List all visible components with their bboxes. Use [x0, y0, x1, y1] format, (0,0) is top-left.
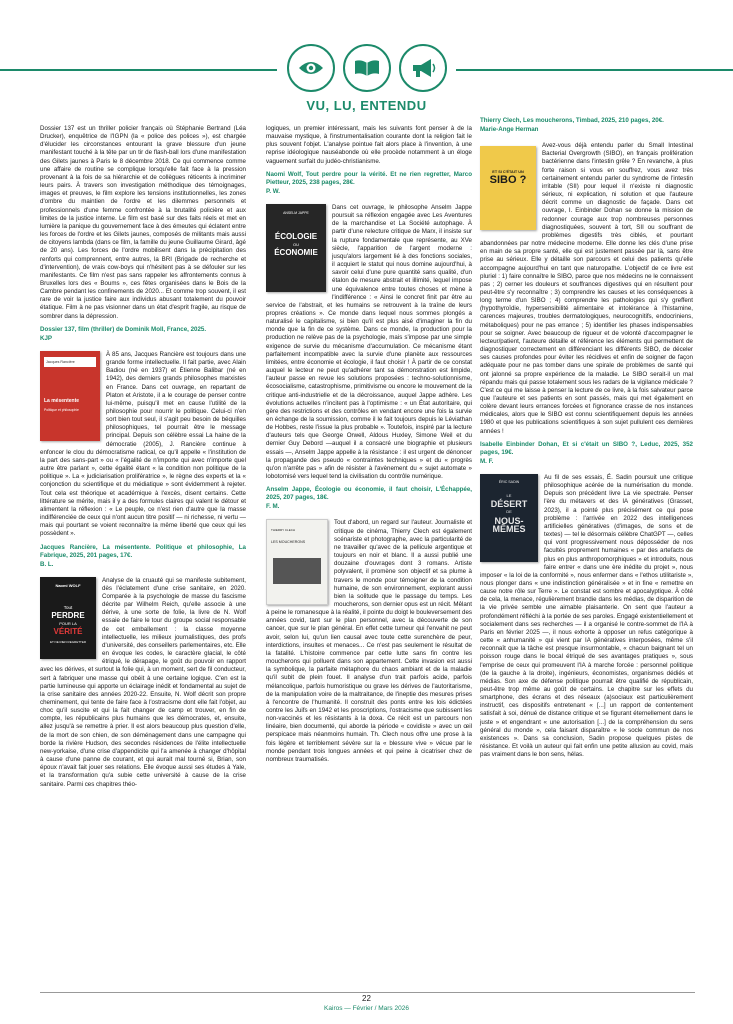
- book-title: POUR LA: [59, 621, 77, 627]
- review-text: À 85 ans, Jacques Rancière est toujours dans une grande forme intellectuelle. Il fait partie, avec Alain Badiou (né en 1937) et Étienne Balibar (né en 1942), des derniers grands philosophes marxistes en France. Dans cet ouvrage, en repartant de Platon et Aristote, il a le courage de penser contre lui-même, puisqu'il met en cause l'utilité de la philosophie pour nourrir le politique. Celui-ci n'en sort bien tout seul, il s'agit peu besoin de béquilles philosophiques, tel pourrait être le message principal. Depuis son célèbre essai La haine de la démocratie (2005), J. Rancière continue à enfoncer le clou du démocratisme radical, ce qu'il appelle « l'institution de la part des sans-part » ou « l'égalité de n'importe qui avec n'importe quel autre être parlant », cette égalité étant « la condition non politique de la politique ». La « judiciarisation prolifératrice », le règne des experts et la « conjonction du scientifique et du médiatique » sont évidemment à rejeter. Tout cela est théorique et académique à l'excès, disent certains. Cette littérature se mérite, mais il y a des formules claires qui valent le détour et alimentent la réflexion : « Le peuple, ce n'est rien d'autre que la masse indifférenciée de ceux qui n'ont aucun titre positif — ni richesse, ni vertu — mais qui pourtant se voient reconnaître la même liberté que ceux qui les possèdent ».: [40, 350, 246, 538]
- review-text: Analyse de la cruauté qui se manifeste subitement, dès l'éclatement d'une crise sanitaire, en 2020. Comparée à la psychologie de masse du fascisme décrite par Wilhelm Reich, qu'elle associe à une dérive, à une sorte de folie, la livre de N. Wolf essaie de faire le tour du groupe social responsable de cet emballement : la classe moyenne intellectuelle, les milieux journalistiques, des profs d'université, des conseillers parlementaires, etc. Elle en évoque les codes, le caractère glacial, le côté étriqué, le dérapage, le goût du pouvoir en rapport avec les dérives, et surtout la folie qui, à un moment, sert de fil conducteur, sert à fabriquer une masse qui obéit à une certaine logique. C'en est la partie lumineuse qui apporte un éclairage inédit et fondamental au sujet de la crise sanitaire des années 2020-22. Ensuite, N. Wolf décrit son propre cheminement, qui tente de faire face à l'ostracisme dont elle fait l'objet, au choc qu'il suscite et qui la fait changer de camp et trouver, en fin de compte, les républicains plus humains que les démocrates, et, ensuite, allez jusqu'à se remettre à prier. Il est alors beaucoup plus question d'elle, de la mort de son chien, de son déménagement dans une campagne qui borde la rivière Hudson, des secondes résidences de l'élite intellectuelle new-yorkaise, d'une crise d'appendicite qui l'a amenée à changer d'hôpital à cause d'une panne de courant, et qui aurait mal tourné si, Brian, son époux n'avait fait jouer ses relations. Elle évoque aussi ses études à Yale, et la transformation qu'a subie cette université à cause de la crise sanitaire. Parmi ces chapitres théo-: [40, 576, 246, 788]
- review-text: Avez-vous déjà entendu parler du Small Intestinal Bacterial Overgrowth (SIBO), en français prolifération bactérienne dans l'intestin grêle ? En revanche, à plus forte raison si vous en souffrez, vous avez très certainement entendu parler du syndrome de l'intestin irritable (SII) pour lequel il n'existe ni diagnostic sérieux, ni explication, ni solution et que l'auteure décrit comme un diagnostic de façade. Dans cet ouvrage, I. Einbinder Dohan se donne la mission de redonner courage aux trop nombreuses personnes diagnostiquées, souvent à tort, SII ou souffrant de problèmes digestifs très ciblés, et pourtant abandonnées par notre médecine moderne. Elle donne les clés d'une prise en main de sa propre santé, elle qui est justement passée par là, sans être prise au sérieux. Elle y détaille son parcours et celui des patients qu'elle accompagne aujourd'hui en tant que naturopathe. L'objectif de ce livre est pluriel : 1) faire connaître le SIBO, parce que nos médecins ne le connaissent pas ; 2) cerner les douleurs et souffrances digestives qui en résultent pour peut-être s'y reconnaître ; 3) comprendre les causes et les conséquences à long terme d'un SIBO ; 4) comprendre les pathologies qui s'y greffent (hypothyroïdie, hypersensibilité alimentaire et intolérance à l'histamine, carences majeures, troubles dermatologiques, neurocognitifs, endocriniens, métaboliques) pour ne pas errance ; 5) identifier les phases indispensables pour se soigner. Avec beaucoup de rigueur et de volonté d'accompagner le lecteur/patient, l'auteure détaille et référence les éléments qui permettent de diagnostiquer correctement en différenciant les différents SIBO, de déceler ses causes profondes pour éviter les récidives et enfin de soigner de façon adéquate pour ne pas tomber dans une spirale de problèmes de santé qui ont jalonné sa propre expérience de la maladie. Le SIBO serait-il un mal répandu mais qui passe totalement sous les radars de la vigilance médicale ? C'est ce qui me laisse à penser la lecture de ce livre, à la fois salvateur parce que l'auteure et ses patients en sont passés, mais qui met également en colère devant leurs errances forcées et l'ignorance crasse de nos instances médicales, alors que le SIBO est connu scientifiquement depuis les années 1980 et que les publications scientifiques à son sujet pullulent ces dernières années !: [480, 142, 693, 435]
- book-title: DÉSERT: [490, 499, 528, 510]
- review-signature: Marie-Ange Herman: [480, 126, 539, 133]
- book-title: NOUS-: [494, 515, 524, 526]
- publication-info: Kairos — Février / Mars 2026: [324, 1005, 409, 1012]
- header-rule-left: [0, 69, 277, 71]
- column-2: [266, 125, 472, 768]
- book-cover-ranciere: [40, 351, 100, 441]
- book-author: Naomi WOLF: [55, 582, 81, 588]
- book-cover-clech: [266, 519, 328, 605]
- review-text: Dossier 137 est un thriller policier français où Stéphanie Bertrand (Léa Drucker), enquêtrice de l'IGPN (la « police des polices »), est chargée d'élucider les circonstances entourant la grave blessure d'un jeune manifestant touché à la tête par un tir de flash-ball lors d'une manifestation des Gilets jaunes à Paris le 8 décembre 2018. Ce qui commence comme une affaire de routine se complique lorsqu'elle fait face à la pression provenant à la fois de sa hiérarchie et de collègues réticents à incriminer leurs pairs. À travers son investigation méthodique des témoignages, images et preuves, le film explore les tensions institutionnelles, les zones d'ombre du maintien de l'ordre et les dilemmes personnels et professionnels d'une femme confrontée à la brutalité policière et aux limites de la justice interne. Le film est basé sur des faits réels et met en lumière la panique du gouvernement face à des émeutes qui éclatent entre les forces de l'ordre et les Gilets jaunes, composés de militants mais aussi de citoyens lambda (dans ce film, la famille du jeune Guillaume Girard, âgé de 20 ans). Les forces de l'ordre mobilisent dans la précipitation des renforts qui comprennent, entre autres, la BRI (Brigade de recherche et d'intervention), de vrais cow-boys qui n'hésitent pas à se défouler sur les manifestants. Ce film n'est pas sans rappeler les affrontements connus à Bruxelles lors des « Boums », ces fêtes organisées dans le Bois de la Cambre pendant les confinements de 2020... Et comme trop souvent, il est rare de voir la justice faire aux individus abusant totalement du pouvoir étatique. Film à ne pas visionner dans un état d'esprit fragile, au risque de sombrer dans la dépression.: [40, 125, 246, 320]
- book-icon: [343, 44, 391, 92]
- footer-rule: [40, 992, 695, 993]
- book-cover-sadin: [480, 474, 538, 562]
- review-text: Tout d'abord, un regard sur l'auteur. Journaliste et critique de cinéma, Thierry Clech est également scénariste et photographe, avec la particularité de ne travailler qu'avec de la pellicule argentique et toujours en noir et blanc. Il a aussi publié une douzaine d'ouvrages dont 3 romans. Artiste polyvalent, il promène son objectif et sa plume à travers le monde pour témoigner de la condition humaine, de son environnement, explorant aussi bien la solitude que le passage du temps. Les moucherons, son dernier opus est un récit. Mêlant à peine le romanesque à la réalité, il pointe du doigt le bouleversement des années covid, tant sur le plan personnel, avec la découverte de son cancer, que sur le plan général. En effet cette tumeur qui l'envahit ne peut avoir, selon lui, qu'un lien causal avec toute cette surenchère de peur, interdictions, insultes et menaces... Ce n'est pas seulement le résultat de la fatalité. L'histoire commence par cette lutte sans fin contre les moucherons qui polluent dans son appartement. Cette invasion est aussi la symbolique, la parfaite métaphore du chaos ambiant et de la maladie qu'il subit de plein fouet. Il analyse d'un trait parfois acide, parfois mélancolique, parfois humoristique ou grave les dérives de l'autoritarisme, de la manipulation voire de la maltraitance, de l'ineptie des mesures prises à l'encontre de l'humanité. Il construit des ponts entre les lois édictées contre les Juifs en 1942 et les proscriptions, l'ostracisme que subissent les non-vaccinés et les résistants à la doxa. Ce récit est un parcours non linéaire, bien documenté, qui aborde la période « covidiste » avec un œil perspicace mais néanmoins humain. Th. Clech nous offre une prose à la fois légère et terriblement sévère sur la « blessure vive » vécue par le monde pendant trois longues années et qui peine à cicatriser chez de nombreux traumatisés.: [266, 519, 472, 763]
- book-title: ÉCONOMIE: [274, 248, 318, 258]
- column-1: [40, 125, 246, 793]
- book-subtitle: ET NE RIEN REGRETTER: [49, 640, 87, 645]
- book-subtitle: Politique et philosophie: [44, 408, 79, 413]
- book-title: MÊMES: [492, 523, 526, 534]
- column-3: [480, 117, 693, 763]
- book-title: La mésentente: [44, 398, 80, 405]
- page-number: 22: [362, 994, 371, 1003]
- book-title: PERDRE: [51, 610, 85, 620]
- book-title: VÉRITÉ: [53, 627, 83, 637]
- review-signature: KJP: [40, 334, 53, 342]
- book-title: LE: [506, 493, 512, 499]
- review-text: Dans cet ouvrage, le philosophe Anselm Jappe poursuit sa réflexion engagée avec Les Aventures de la marchandise et La Société autophage. À partir d'une relecture critique de Marx, il insiste sur la rupture fondamentale que représente, au XVe siècle, l'apparition de l'argent moderne : jusqu'alors largement lié à des fonctions sociales, il acquiert le statut qui nous domine aujourd'hui, à savoir celui d'une pure quantité sans qualité, d'un étalon de mesure abstrait et illimité, lequel impose une équivalence entre toutes choses et mène à l'indifférence : « Ainsi le concret finit par être au service de l'abstrait, et les humains se retrouvent à la traîne de leurs propres créations ». Ce monde dans lequel nous sommes plongés a naturalisé le capitalisme, si bien qu'il est plus aisé d'imaginer la fin du monde que la fin de ce système. Dans ce monde, la production pour la production ne relève pas de la psychologie, mais s'impose par une simple exigence de survie du mécanisme d'accumulation. Ce mécanisme étant parfaitement incompatible avec la survie d'une planète aux ressources limitées, entre économie et écologie, il faut choisir ! À partir de ce constat auquel le lecteur ne peut qu'adhérer tant sa démonstration est limpide, l'auteur passe en revue les solutions proposées : techno-solutionnisme, écosocialisme, catastrophisme, primitivisme ou encore le mouvement de la critique anti-industrielle et de la décroissance, auquel Jappe adhère. Les évolutions actuelles n'incitent pas à l'optimisme : « un État autoritaire, qui gère des restrictions et des contrôles en vendant encore une fois la survie en échange de la soumission, comme il le fait toujours depuis le Léviathan de Hobbes, reste l'issue la plus probable ». Toutefois, inspiré par la lecture d'auteurs tels que George Orwell, Aldous Huxley, Simone Weil et du dernier Guy Debord —auquel il a consacré une biographie et plusieurs essais —, Anselm Jappe appelle à la résistance : il est urgent de dénoncer la propagande des pseudo « contraintes techniques » et du « progrès qu'on n'arrête pas » afin de résister à l'avènement du « sujet automate » lobotomisé vers lequel tend la civilisation du contrôle numérique.: [266, 203, 472, 481]
- review-reference: Dossier 137, film (thriller) de Dominik Moll, France, 2025.: [40, 325, 207, 333]
- header-icons: [277, 44, 456, 92]
- header-rule-right: [456, 69, 733, 71]
- book-cover-jappe: [266, 204, 326, 292]
- book-photo: [273, 558, 321, 584]
- review-signature: B. L.: [40, 560, 54, 568]
- book-author: ÉRIC SADIN: [498, 479, 520, 484]
- review-reference: Naomi Wolf, Tout perdre pour la vérité. Et ne rien regretter, Marco Pietteur, 2025, 238 pages, 28€.: [266, 170, 472, 186]
- book-author: ANSELM JAPPE: [283, 210, 309, 215]
- book-title: OU: [293, 242, 299, 248]
- book-author: Jacques Rancière: [44, 357, 96, 367]
- megaphone-icon: [399, 44, 447, 92]
- review-text: logiques, un premier intéressant, mais les suivants font penser à de la mauvaise mystique, à l'instrumentalisation courante dont la religion fait le plus souvent l'objet. L'analyse pointue fait alors place à l'invention, à une reprise idéologique nauséabonde où elle procède notamment à un éloge vaguement surfait du judéo-christianisme.: [266, 125, 472, 165]
- book-cover-wolf: [40, 577, 96, 659]
- book-title: SIBO ?: [489, 174, 527, 187]
- book-title: ÉCOLOGIE: [274, 232, 318, 242]
- eye-icon: [287, 44, 335, 92]
- book-title: ET SI C'ÉTAIT UN: [492, 170, 524, 175]
- book-author: THIERRY CLECH: [271, 528, 296, 533]
- review-reference: Isabelle Einbinder Dohan, Et si c'était un SIBO ?, Leduc, 2025, 352 pages, 19€.: [480, 440, 693, 456]
- book-title: DE: [506, 509, 512, 515]
- review-signature: F. M.: [266, 503, 280, 511]
- review-reference: Jacques Rancière, La mésentente. Politique et philosophie, La Fabrique, 2025, 201 pages, 17€.: [40, 543, 246, 559]
- review-reference: Thierry Clech, Les moucherons, Timbad, 2025, 210 pages, 20€.: [480, 117, 664, 124]
- review-signature: P. W.: [266, 187, 280, 195]
- review-signature: M. F.: [480, 457, 494, 465]
- book-title: LES MOUCHERONS: [271, 539, 306, 544]
- book-title: Tout: [63, 604, 73, 610]
- review-reference: Anselm Jappe, Écologie ou économie, il faut choisir, L'Échappée, 2025, 207 pages, 18€.: [266, 486, 472, 502]
- section-title: VU, LU, ENTENDU: [306, 98, 427, 113]
- book-cover-sibo: [480, 146, 536, 230]
- review-text: Au fil de ses essais, É. Sadin poursuit une critique philosophique acérée de la numérisation du monde. Depuis son précédent livre La vie spectrale. Penser l'ère du métavers et des IA génératives (Grasset, 2023), il a pointé plus précisément ce qui pose problème : l'arrivée en 2022 des intelligences artificielles génératives (d'images, de sons et de textes) — tel le désormais célèbre ChatGPT —, celles qui vont progressivement nous déposséder de nos facultés proprement humaines « par des artefacts de plus en plus anthropomorphiques » et introduits, nous faire entrer « dans une ère inédite du projet », nous imposer « la loi de la conformité », nous enfermer dans « l'ethos utilitariste », nous plonger dans « une indistinction généralisée » et in fine « remettre en cause notre rôle sur Terre ». Le constat est sombre et apocalyptique. À côté de cela, la menace, régulièrement brandie dans les médias, de disparition de la vie privée semble une aimable plaisanterie. On sent que l'auteur a profondément réfléchi à la portée de ses paroles. Engagé existentiellement et socialement dans ses recherches — il a organisé le contre-sommet de l'IA à Paris en février 2025 —, il nous exhorte à opposer un refus catégorique à cette « anhumanité » qui vient par IA génératives interposées, même s'il reconnaît que la tâche est presque insurmontable, « chacun baignant tel un poisson rouge dans le bocal étriqué de ses avantages pratiques », sous l'emprise de ceux qui promeuvent l'IA à marche forcée : personnel politique (de la gauche à la droite), ingénieurs, économistes, organismes dédiés et médias. Son axe de défense politique pourrait être qualifié de républicain, peut-être trop même au goût de certains. Le chapitre sur les effets du smartphone, des écrans et des réseaux (a)sociaux est particulièrement instructif, ces dispositifs entretenant « [...] un rapport de contentement satisfait à soi, dénué de distance critique et se figurant éternellement dans le juste » et engendrant « une autorisation [...] de la compréhension du sens général du monde », cela faisant disparaître « le socle commun de nos existences ». Dans sa conclusion, Sadin propose quelques pistes de résistance. Et voilà un auteur qui fait enfin une petite allusion au covid, mais pas vraiment dans le bon sens, hélas.: [480, 473, 693, 759]
